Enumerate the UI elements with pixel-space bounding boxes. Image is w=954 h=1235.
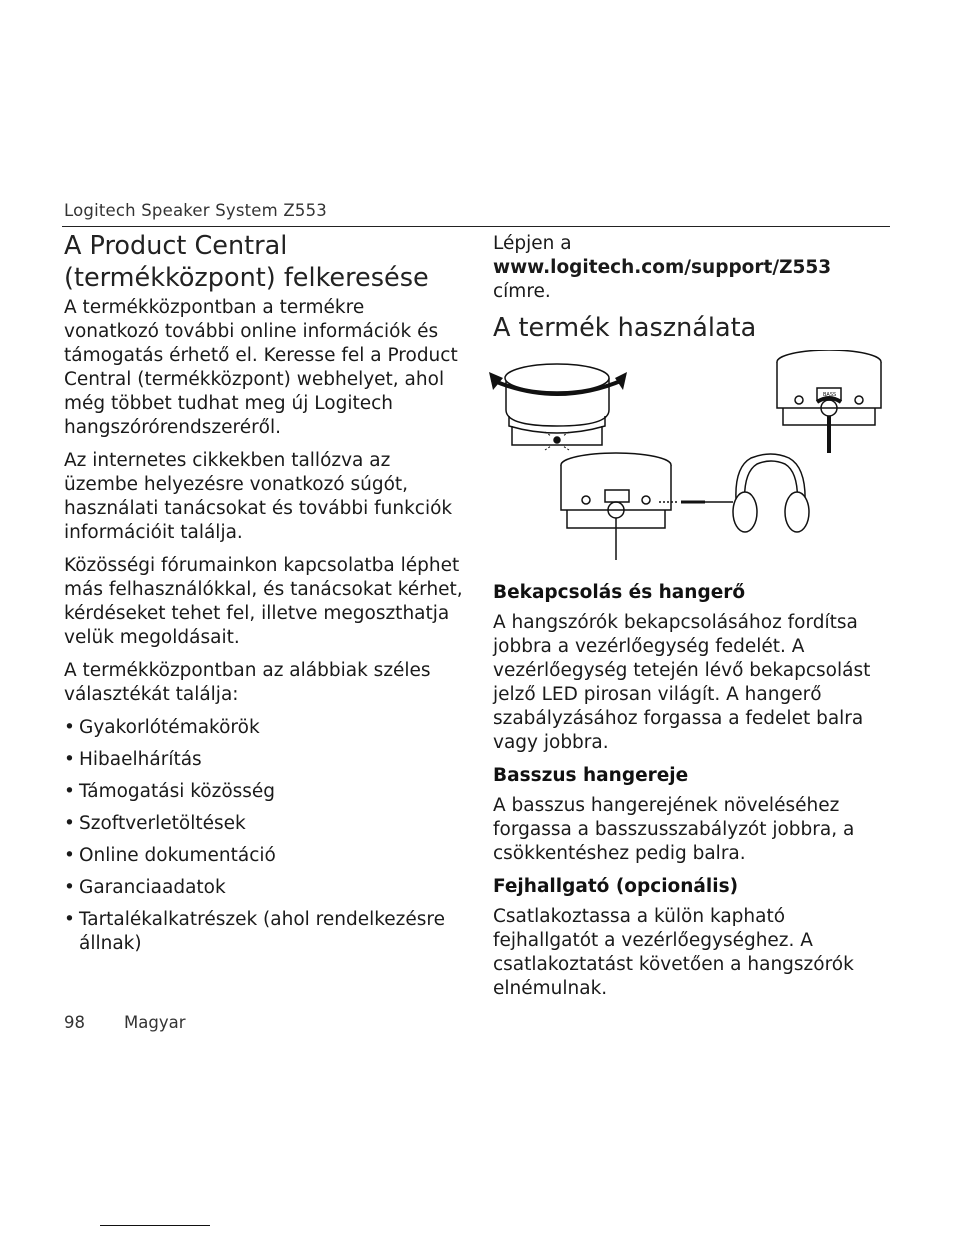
headphone-connection-illustration xyxy=(561,453,809,560)
paragraph: A termékközpontban a termékre vonatkozó további online információk és támogatás érhető el. Keresse fel a Product Central (termékközpont) webhelyet, ahol még többet tudhat meg új Logitech hangszórórendszeréről. xyxy=(64,297,458,438)
heading-headphone: Fejhallgató (opcionális) xyxy=(493,876,739,897)
paragraph: Közösségi fórumainkon kapcsolatba léphet más felhasználókkal, és tanácsokat kérhet, kérdéseket tehet fel, illetve megoszthatja velük megoldásait. xyxy=(64,555,463,648)
paragraph: A termékközpontban az alábbiak széles választékát találja: xyxy=(64,660,431,705)
heading-power-volume: Bekapcsolás és hangerő xyxy=(493,582,746,603)
paragraph: Csatlakoztassa a külön kapható fejhallgatót a vezérlőegységhez. A csatlakoztatást követően a hangszórók elnémulnak. xyxy=(493,906,854,999)
section-title-usage: A termék használata xyxy=(493,313,757,343)
running-header: Logitech Speaker System Z553 xyxy=(64,201,327,220)
section-title-product-central: A Product Central (termékközpont) felkeresése xyxy=(64,231,429,293)
right-column xyxy=(493,232,893,1010)
list-item: • Online dokumentáció xyxy=(64,844,464,868)
bottom-divider xyxy=(100,1225,210,1226)
support-intro: Lépjen a www.logitech.com/support/Z553 címre. xyxy=(493,233,832,302)
paragraph: Az internetes cikkekben tallózva az üzembe helyezésre vonatkozó súgót, használati tanácsokat és további funkciók információit találja. xyxy=(64,450,453,543)
header-divider xyxy=(62,226,890,227)
list-item: • Garanciaadatok xyxy=(64,876,464,900)
list-item: • Támogatási közösség xyxy=(64,780,464,804)
knob-label: BASS xyxy=(823,392,837,398)
footer-language: Magyar xyxy=(124,1013,186,1032)
paragraph: A hangszórók bekapcsolásához fordítsa jobbra a vezérlőegység fedelét. A vezérlőegység tetején lévő bekapcsolást jelző LED pirosan világít. A hangerő szabályzásához forgassa a fedelet balra vagy jobbra. xyxy=(493,612,871,753)
bass-knob-illustration xyxy=(777,350,881,453)
control-pod-rotate-illustration xyxy=(489,364,627,450)
left-column xyxy=(64,230,464,964)
paragraph: A basszus hangerejének növeléséhez forgassa a basszusszabályzót jobbra, a csökkentéshez pedig balra. xyxy=(493,795,855,864)
heading-bass: Basszus hangereje xyxy=(493,765,689,786)
feature-list xyxy=(64,716,464,956)
list-item: • Hibaelhárítás xyxy=(64,748,464,772)
support-link[interactable]: www.logitech.com/support/Z553 xyxy=(493,257,832,278)
list-item: • Szoftverletöltések xyxy=(64,812,464,836)
page-number: 98 xyxy=(64,1013,85,1032)
usage-illustration xyxy=(489,350,889,565)
list-item: • Tartalékalkatrészek (ahol rendelkezésre állnak) xyxy=(64,908,464,956)
list-item: • Gyakorlótémakörök xyxy=(64,716,464,740)
